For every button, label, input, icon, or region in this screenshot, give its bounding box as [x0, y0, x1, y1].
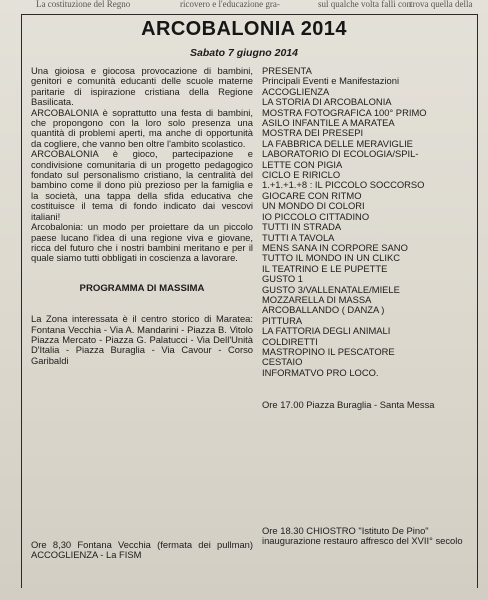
event-list-item: COLDIRETTI — [262, 335, 318, 347]
event-list-item: IL TEATRINO E LE PUPETTE — [262, 262, 388, 274]
article-date: Sabato 7 giugno 2014 — [190, 47, 298, 59]
spacer — [262, 378, 476, 400]
event-list-item: UN MONDO DI COLORI — [262, 200, 365, 212]
event-list-item: GUSTO 3/VALLENATALE/MIELE — [262, 283, 400, 295]
event-list-item: PITTURA — [262, 314, 303, 326]
event-list-item: LA FABBRICA DELLE MERAVIGLIE — [262, 137, 413, 149]
event-list-item: MOSTRA FOTOGRAFICA 100° PRIMO — [262, 106, 427, 118]
event-list-item: LABORATORIO DI ECOLOGIA/SPIL- — [262, 148, 419, 160]
event-list-item: LA FATTORIA DEGLI ANIMALI — [262, 325, 391, 337]
event-list-item: ACCOGLIENZA — [262, 85, 330, 97]
event-list-item: INFORMATVO PRO LOCO. — [262, 366, 379, 378]
event-list-item: ASILO INFANTILE A MARATEA — [262, 117, 395, 129]
strip-text-right1: sul qualche volta falli con — [318, 0, 411, 9]
right-column — [262, 66, 476, 411]
event-list-item: ARCOBALLANDO ( DANZA ) — [262, 304, 385, 316]
event-list-item: MOSTRA DEI PRESEPI — [262, 127, 364, 139]
event-list-item: PRESENTA — [262, 65, 312, 76]
event-list-item: TUTTI IN STRADA — [262, 221, 342, 233]
festa-paragraph: ARCOBALONIA è soprattutto una festa di bambini, che propongono con la loro solo presenza una quantità di problemi aperti, ma anche di opportunità da cogliere, che vanno ben oltre l'ambito scolastico. — [31, 106, 253, 149]
cloister-event: Ore 18.30 CHIOSTRO "Istituto De Pino" inaugurazione restauro affresco del XVII° secolo — [262, 525, 463, 547]
event-list-item: TUTTO IL MONDO IN UN CLIKC — [262, 252, 401, 264]
program-paragraph: La Zona interessata è il centro storico di Maratea: Fontana Vecchia - Via A. Mandarini - Piazza B. Vitolo Piazza Mercato - Piazza G. Palatucci - Via Dell'Unità D'Italia - Piazza Buraglia - Via Cavour - Corso Garibaldi — [31, 313, 253, 366]
event-list-item: Principali Eventi e Manifestazioni — [262, 75, 400, 87]
event-list-item: LETTE CON PIGIA — [262, 158, 343, 170]
evening-mass-event: Ore 17.00 Piazza Buraglia - Santa Messa — [262, 399, 435, 411]
event-list-item: MOZZARELLA DI MASSA — [262, 293, 372, 305]
event-list-item: GIOCARE CON RITMO — [262, 189, 362, 201]
gioco-paragraph: ARCOBALONIA è gioco, partecipazione e condivisione comunitaria di un progetto pedagogico fondato sul personalismo cristiano, la centralità del bambino come il dono più prezioso per la famiglia e la società, una tappa della sfida educativa che costituisce il tema di fondo indicato dai vescovi italiani! — [31, 148, 253, 222]
event-list-item: TUTTI A TAVOLA — [262, 231, 335, 243]
event-list-item: 1.+1.+1.+8 : IL PICCOLO SOCCORSO — [262, 179, 425, 191]
program-heading: PROGRAMMA DI MASSIMA — [79, 282, 205, 294]
article-title: ARCOBALONIA 2014 — [141, 18, 347, 40]
event-list-item: CESTAIO — [262, 356, 303, 368]
strip-text-left: La costituzione del Regno — [36, 0, 131, 9]
intro-paragraph: Una gioiosa e giocosa provocazione di bambini, genitori e comunità educanti delle scuole materne paritarie di ispirazione cristiana della Regione Basilicata. — [31, 65, 253, 108]
left-column — [31, 66, 253, 366]
morning-event: Ore 8,30 Fontana Vecchia (fermata dei pullman) ACCOGLIENZA - La FISM — [31, 539, 253, 561]
event-list-item: MASTROPINO IL PESCATORE — [262, 345, 395, 357]
strip-text-middle: ricovero e l'educazione gra- — [180, 0, 280, 9]
event-list-item: MENS SANA IN CORPORE SANO — [262, 241, 408, 253]
event-list-item: GUSTO 1 — [262, 273, 303, 285]
event-list-item: CICLO E RIRICLO — [262, 169, 341, 181]
regione-paragraph: Arcobalonia: un modo per proiettare da un piccolo paese lucano l'idea di una regione viva e giovane, ricca del futuro che i nostri bambini meritano e per il quale siamo tutti obbligati in coscienza a lavorare. — [31, 221, 253, 264]
strip-text-right2: trova quella della — [410, 0, 473, 9]
event-list-item: IO PICCOLO CITTADINO — [262, 210, 370, 222]
previous-column-strip — [0, 0, 488, 12]
event-list-item: LA STORIA DI ARCOBALONIA — [262, 96, 392, 108]
